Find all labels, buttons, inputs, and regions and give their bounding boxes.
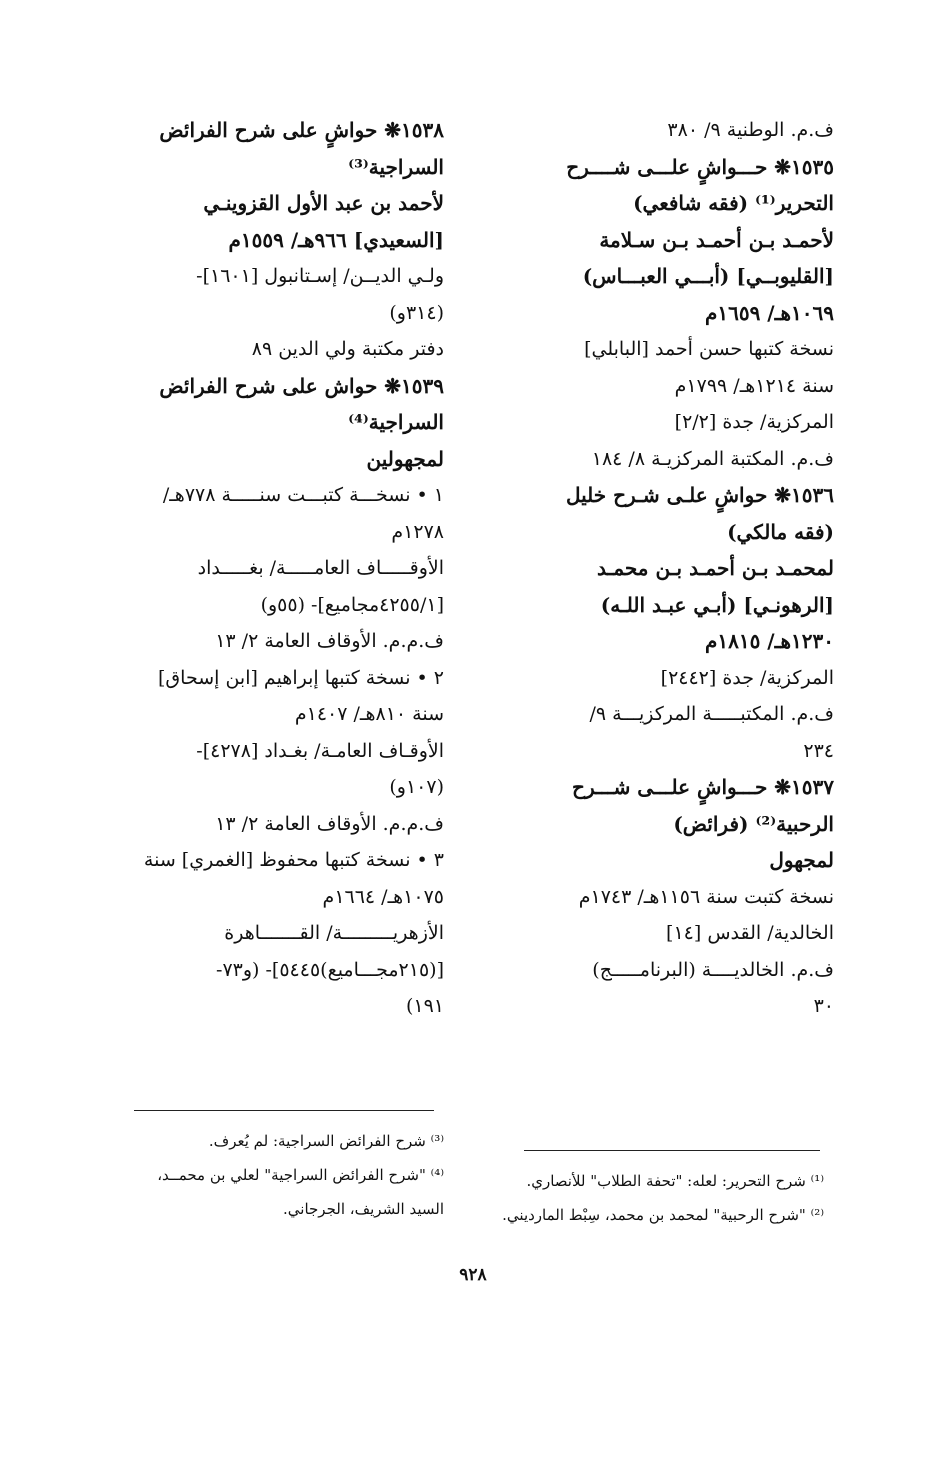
footnote: ⁽⁴⁾ "شرح الفرائض السراجية" لعلي بن محمــد، bbox=[157, 1166, 444, 1184]
text-line: ٢٣٤ bbox=[803, 739, 834, 762]
left-column bbox=[104, 112, 444, 1025]
text-line: المركزية/ جدة [٢/٢] bbox=[674, 411, 834, 433]
text-line: لمحمـد بـن أحمـد بـن محمـد bbox=[596, 556, 834, 580]
text-line: (١٠٧و) bbox=[389, 776, 444, 798]
text-line: ١٥٣٨❋ حواشٍ على شرح الفرائض bbox=[159, 118, 444, 142]
footnote-rule-left bbox=[134, 1110, 434, 1111]
text-line: ٣ • نسخة كتبها محفوظ [الغمري] سنة bbox=[143, 849, 444, 871]
text-line: ١٢٧٨م bbox=[391, 520, 444, 543]
text-line: ١٠٧٥هـ/ ١٦٦٤م bbox=[322, 885, 444, 908]
text-line: ١٢٣٠هـ/ ١٨١٥م bbox=[704, 629, 834, 653]
page-number: ٩٢٨ bbox=[459, 1265, 487, 1285]
text-line: ف.م.م. الأوقاف العامة ٢/ ١٣ bbox=[215, 630, 444, 652]
text-line: التحرير⁽¹⁾ (فقه شافعي) bbox=[633, 191, 834, 215]
text-line: ١٥٣٥❋ حـــواشٍ علـــى شــــرح bbox=[566, 154, 834, 179]
text-line: [السعيدي] ٩٦٦هـ/ ١٥٥٩م bbox=[228, 227, 444, 252]
text-line: السراجية⁽⁴⁾ bbox=[348, 410, 444, 434]
text-line: ١٥٣٩❋ حواش على شرح الفرائض bbox=[159, 373, 444, 398]
text-line: الأوقـاف العامـة/ بغـداد [٤٢٧٨]- bbox=[196, 739, 444, 762]
footnotes-right bbox=[494, 1164, 824, 1232]
text-line: نسخة كتبها حسن أحمد [البابلي] bbox=[584, 338, 834, 360]
footnote: ⁽³⁾ شرح الفرائض السراجية: لم يُعرف. bbox=[208, 1132, 444, 1150]
text-line: ٢ • نسخة كتبها إبراهيم [ابن إسحاق] bbox=[158, 666, 444, 689]
text-line: ٣٠ bbox=[813, 995, 834, 1017]
text-line: لأحمـد بـن أحمـد بـن سـلامة bbox=[599, 227, 834, 252]
footnote: ⁽¹⁾ شرح التحرير: لعله: "تحفة الطلاب" للأنصاري. bbox=[526, 1172, 824, 1190]
text-line: [٤٢٥٥/١مجاميع]- (٥٥و) bbox=[260, 593, 444, 616]
text-line: المركزية/ جدة [٢٤٤٢] bbox=[660, 666, 834, 689]
footnote: السيد الشريف، الجرجاني. bbox=[283, 1200, 444, 1218]
text-line: السراجية⁽³⁾ bbox=[348, 154, 444, 179]
text-line: الخالدية/ القدس [١٤] bbox=[666, 922, 834, 944]
text-line: (٣١٤و) bbox=[389, 301, 444, 324]
text-line: ١٩١) bbox=[405, 995, 444, 1017]
text-line: ١٠٦٩هـ/ ١٦٥٩م bbox=[704, 300, 834, 325]
text-line: الأوقـــــاف العامـــــة/ بغـــــداد bbox=[197, 557, 444, 579]
text-line: لمجهول bbox=[769, 848, 834, 872]
text-line: لأحمد بن عبد الأول القزوينـي bbox=[203, 191, 444, 215]
text-line: ف.م. الخالديــــة (البرنامـــــج) bbox=[592, 958, 834, 981]
text-line: ١٥٣٦❋ حواشٍ علـى شـرح خليل bbox=[565, 483, 834, 507]
text-line: (فقه مالكي) bbox=[727, 519, 834, 544]
footnote: ⁽²⁾ "شرح الرحبية" لمحمد بن محمد، سِبْط المارديني. bbox=[502, 1206, 824, 1224]
text-line: الأزهريـــــــــة/ القـــــــاهرة bbox=[224, 922, 444, 944]
text-line: الرحبية⁽²⁾ (فرائض) bbox=[673, 811, 834, 836]
text-line: لمجهولين bbox=[366, 446, 444, 471]
text-line: ف.م. المكتبـــــة المركزيـــة ٩/ bbox=[589, 703, 834, 725]
text-line: دفتر مكتبة ولي الدين ٨٩ bbox=[251, 338, 444, 360]
text-line: [الرهونـي] (أبـي عبـد اللـه) bbox=[600, 592, 834, 617]
footnotes-left bbox=[104, 1124, 444, 1226]
text-line: ف.م. المكتبة المركزيـة ٨/ ١٨٤ bbox=[591, 447, 834, 470]
footnote-rule-right bbox=[524, 1150, 820, 1151]
text-line: نسخة كتبت سنة ١١٥٦هـ/ ١٧٤٣م bbox=[578, 885, 834, 908]
text-line: ١ • نسخـــة كتبـــت سنـــــة ٧٧٨هـ/ bbox=[162, 484, 444, 506]
text-line: ف.م. الوطنية ٩/ ٣٨٠ bbox=[667, 119, 834, 141]
text-line: ١٥٣٧❋ حـــواشٍ علـــى شـــرح bbox=[572, 775, 834, 799]
text-line: سنة ٨١٠هـ/ ١٤٠٧م bbox=[294, 703, 444, 725]
right-column bbox=[494, 112, 834, 1025]
text-line: ولـي الديــن/ إسـتانبول [١٦٠١]- bbox=[196, 265, 444, 287]
text-line: [القليوبــي] (أبـــي العبـــاس) bbox=[582, 264, 834, 288]
text-line: ف.م.م. الأوقاف العامة ٢/ ١٣ bbox=[215, 812, 444, 835]
text-line: سنة ١٢١٤هـ/ ١٧٩٩م bbox=[674, 374, 834, 397]
text-line: [(٢١٥مجـــاميع)٥٤٤٥]- (و٧٣- bbox=[216, 958, 444, 981]
